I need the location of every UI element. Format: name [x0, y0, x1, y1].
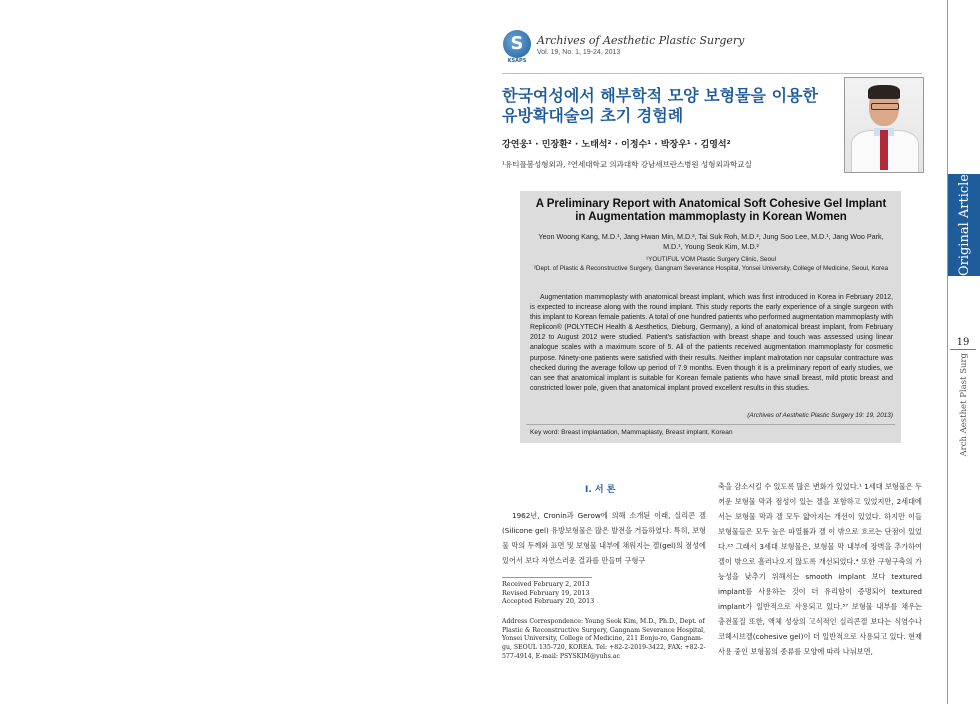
- abstract-keywords: Key word: Breast implantation, Mammaplasty, Breast implant, Korean: [530, 429, 733, 436]
- body-column-left: 1962년, Cronin과 Gerow에 의해 소개된 이래, 실리콘 겔(Silicone gel) 유방보형물은 많은 발전을 거듭하였다. 특히, 보형물 막의 두께와 표면 및 보형물 내부에 채워지는 겔(gel)의 점성에 있어서 보다 자연스러운 결과를 만들며 구형구: [502, 511, 706, 565]
- correspondence: Address Correspondence: Young Seok Kim, M.D., Ph.D., Dept. of Plastic & Reconstructive Surgery, Gangnam Severance Hospital, Yonsei University, College of Medicine, 211 Eonju-ro, Gangnam-gu, SEOUL 135-720, KOREA. Tel: +82-2-2019-3422, FAX: +82-2-577-4914, E-mail: PSYSKIM@yuhs.ac: [502, 618, 706, 660]
- abstract-affiliation-1: ¹YOUTIFUL VOM Plastic Surgery Clinic, Seoul: [646, 256, 776, 263]
- author-photo: [844, 77, 924, 173]
- journal-title: Archives of Aesthetic Plastic Surgery: [537, 34, 745, 47]
- abstract-divider: [526, 424, 895, 425]
- page-number: 19: [956, 337, 970, 348]
- abstract-citation: (Archives of Aesthetic Plastic Surgery 19: 19, 2013): [747, 412, 893, 419]
- logo-symbol: S: [510, 33, 524, 54]
- header-rule: [502, 73, 922, 74]
- affiliation-korean: ¹유티플봄성형외과, ²연세대학교 의과대학 강남세브란스병원 성형외과학교실: [502, 160, 752, 169]
- abstract-affiliation-2: ²Dept. of Plastic & Reconstructive Surgery, Gangnam Severance Hospital, Yonsei University, College of Medicine, Seoul, Korea: [533, 264, 889, 272]
- journal-abbrev: Arch Aesthet Plast Surg: [959, 353, 969, 457]
- page-number-rule: [950, 349, 976, 350]
- section-title: I. 서 론: [585, 485, 616, 495]
- volume-info: Vol. 19, No. 1, 19-24, 2013: [537, 49, 621, 56]
- abstract-affiliations: [530, 256, 892, 273]
- abstract-authors: Yeon Woong Kang, M.D.¹, Jang Hwan Min, M.D.², Tai Suk Roh, M.D.², Jung Soo Lee, M.D.¹, Jang Woo Park, M.D.¹, Young Seok Kim, M.D.²: [538, 232, 884, 251]
- authors-korean: 강연웅¹ · 민장환² · 노태석² · 이정수¹ · 박장우¹ · 김영석²: [502, 140, 731, 150]
- article-type-label-wrap: [948, 174, 980, 276]
- article-dates: [502, 580, 594, 606]
- accepted-date: Accepted February 20, 2013: [502, 597, 595, 606]
- abstract-title: A Preliminary Report with Anatomical Soft Cohesive Gel Implant in Augmentation mammoplasty in Korean Women: [535, 198, 887, 223]
- body-column-right: 축을 감소시킬 수 있도록 많은 변화가 있었다.¹ 1세대 보형물은 두꺼운 보형물 막과 점성이 있는 겔을 포함하고 있었지만, 2세대에서는 보형물 막과 겔 모두 얇아지는 개선이 있었다. 하지만 이들 보형물들은 모두 높은 파열률과 겔 이 밖으로 흐르는 단점이 있었다.²³ 그래서 3세대 보형물은, 보형물 막 내부에 장벽을 추가하여 겔이 밖으로 흘러나오지 않도록 개선되었다.⁴ 또한 구형구축의 가능성을 낮추기 위해서는 smooth implant 보다 textured implant를 사용하는 것이 더 유리함이 증명되어 textured implant가 일반적으로 사용되고 있다.⁵⁷ 보형물 내부를 채우는 충전물질 또한, 액체 성상의 고식적인 실리콘겔 보다는 식염수나 코헤시브겔(cohesive gel)이 더 일반적으로 사용되고 있다. 현재 사용 중인 보형물의 종류를 모양에 따라 나눠보면,: [718, 482, 922, 656]
- article-title-korean: 한국여성에서 해부학적 모양 보형물을 이용한 유방확대술의 초기 경험례: [502, 86, 818, 125]
- revised-date: Revised February 19, 2013: [502, 588, 590, 597]
- abstract-body: Augmentation mammoplasty with anatomical breast implant, which was first introduced in Korea in February 2012, is expected to increase along with the round implant. This study reports the early experience of a single surgeon with this implant to Korean female patients. A total of one hundred patients who performed augmentation mammoplasty with Replicon® (POLYTECH Health & Aesthetics, Dieburg, Germany), a kind of anatomical breast implant, from February 2012 to August 2012 were studied. Patient's satisfaction with breast shape and touch was assessed using linear analogue scales with a maximum score of 5. All of the patients received augmentation mammoplasty for cosmetic purpose. Ninety-one patients were satisfied with their results. Neither implant malrotation nor capsular contracture was checked during the average follow up period of 7.9 months. Even though it is a preliminary report of early studies, we can see that anatomical implant is suitable for Korean female patients who have small breast, mild ptotic breast and constricted lower pole, given that anatomical implant proved excellent results in this studies.: [530, 294, 893, 392]
- dates-rule: [502, 577, 592, 578]
- article-type-label: Original Article: [956, 173, 972, 277]
- logo-text: KSAPS: [507, 58, 527, 64]
- journal-abbrev-wrap: [948, 352, 980, 458]
- received-date: Received February 2, 2013: [502, 580, 590, 588]
